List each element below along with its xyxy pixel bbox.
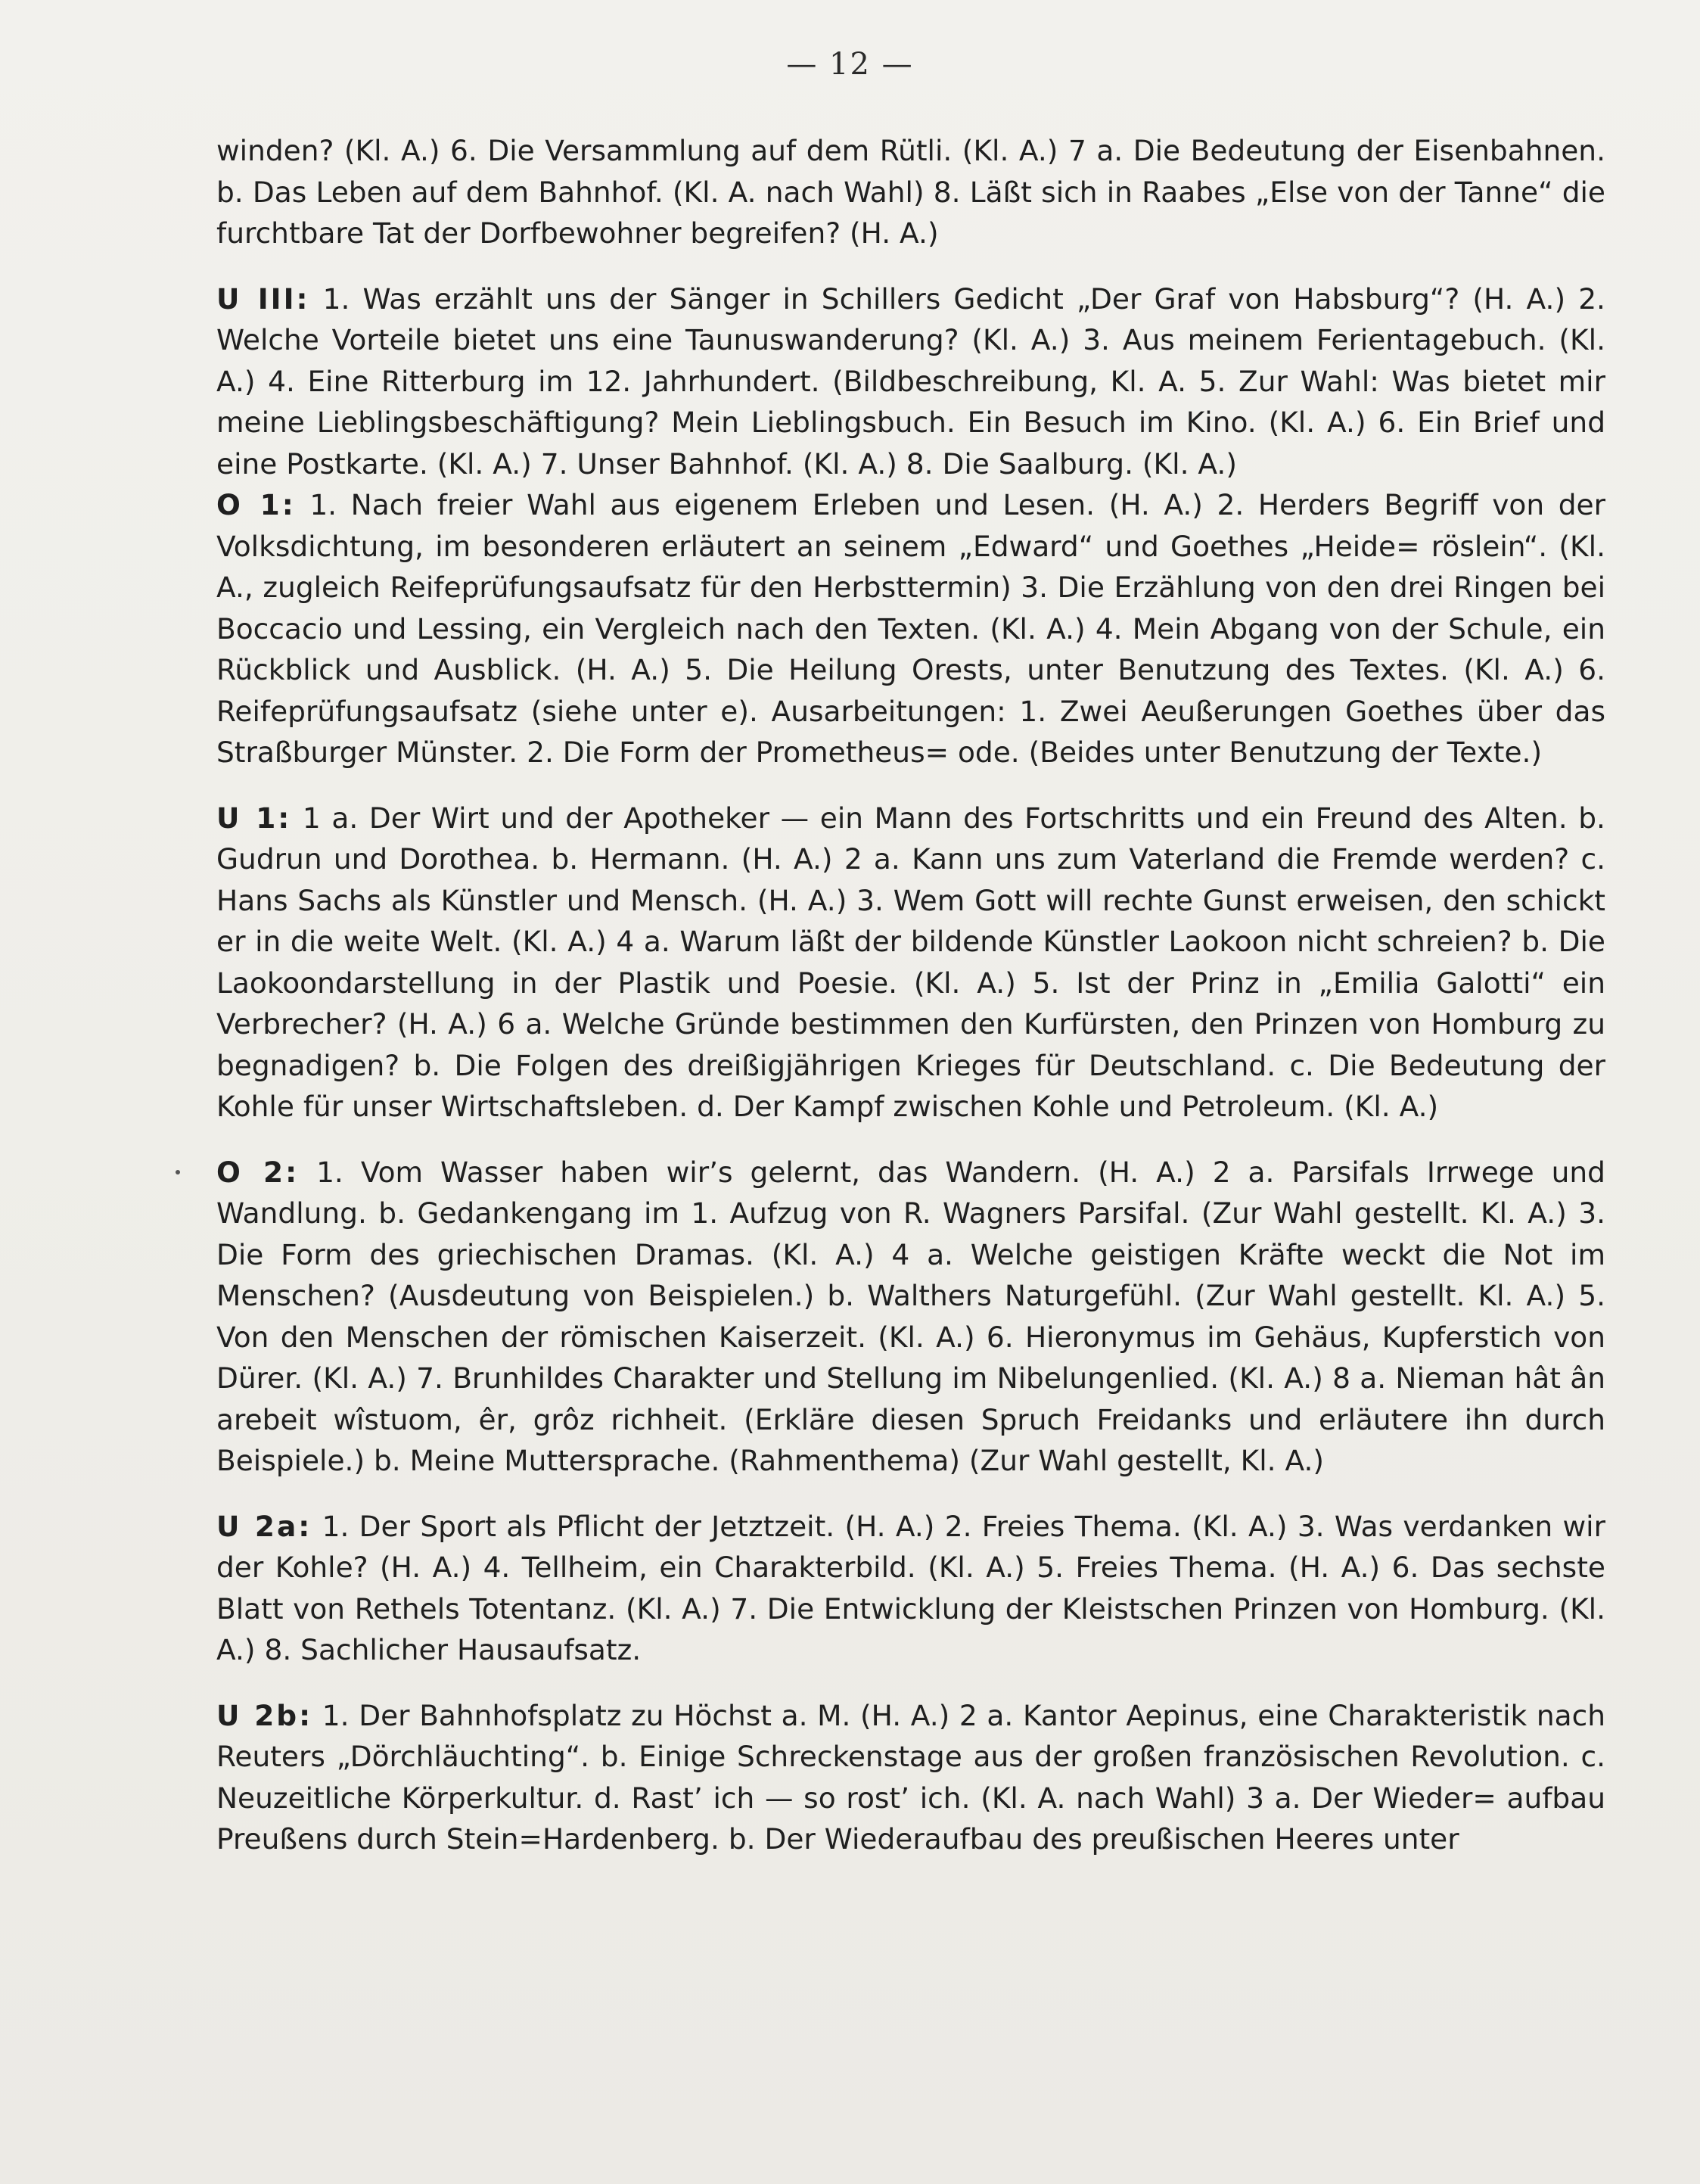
paragraph-o-2 [216,1152,1605,1482]
class-label: U 1: [216,801,292,835]
paragraph-u-1 [216,798,1605,1128]
class-label: O 2: [216,1155,300,1189]
paragraph-u-2a [216,1506,1605,1671]
paragraph-text: 1. Nach freier Wahl aus eigenem Erleben und Lesen. (H. A.) 2. Herders Begriff von der Volksdichtung, im besonderen erläutert an seinem „Edward“ und Goethes „Heide= röslein“. (Kl. A., zugleich Reifeprüfungsaufsatz für den Herbsttermin) 3. Die Erzählung von den drei Ringen bei Boccacio und Lessing, ein Vergleich nach den Texten. (Kl. A.) 4. Mein Abgang von der Schule, ein Rückblick und Ausblick. (H. A.) 5. Die Heilung Orests, unter Benutzung des Textes. (Kl. A.) 6. Reifeprüfungsaufsatz (siehe unter e). Ausarbeitungen: 1. Zwei Aeußerungen Goethes über das Straßburger Münster. 2. Die Form der Prometheus= ode. (Beides unter Benutzung der Texte.) [216,488,1606,769]
paragraph-continuation [216,130,1605,254]
class-label: O 1: [216,488,296,521]
page-number: — 12 — [786,47,914,82]
paragraph-text: 1. Der Sport als Pflicht der Jetztzeit. (H. A.) 2. Freies Thema. (Kl. A.) 3. Was verdanken wir der Kohle? (H. A.) 4. Tellheim, ein Charakterbild. (Kl. A.) 5. Freies Thema. (H. A.) 6. Das sechste Blatt von Rethels Totentanz. (Kl. A.) 7. Die Entwicklung der Kleistschen Prinzen von Homburg. (Kl. A.) 8. Sachlicher Hausaufsatz. [216,1509,1605,1666]
paragraph-o-1 [216,484,1605,773]
body-text [216,130,1605,1860]
paragraph-text: 1. Vom Wasser haben wir’s gelernt, das Wandern. (H. A.) 2 a. Parsifals Irrwege und Wandlung. b. Gedankengang im 1. Aufzug von R. Wagners Parsifal. (Zur Wahl gestellt. Kl. A.) 3. Die Form des griechischen Dramas. (Kl. A.) 4 a. Welche geistigen Kräfte weckt die Not im Menschen? (Ausdeutung von Beispielen.) b. Walthers Naturgefühl. (Zur Wahl gestellt. Kl. A.) 5. Von den Menschen der römischen Kaiserzeit. (Kl. A.) 6. Hieronymus im Gehäus, Kupferstich von Dürer. (Kl. A.) 7. Brunhildes Charakter und Stellung im Nibelungenlied. (Kl. A.) 8 a. Nieman hât ân arebeit wîstuom, êr, grôz richheit. (Erkläre diesen Spruch Freidanks und erläutere ihn durch Beispiele.) b. Meine Muttersprache. (Rahmenthema) (Zur Wahl gestellt, Kl. A.) [216,1155,1605,1477]
class-label: U 2b: [216,1698,313,1732]
paragraph-text: winden? (Kl. A.) 6. Die Versammlung auf dem Rütli. (Kl. A.) 7 a. Die Bedeutung der Eisenbahnen. b. Das Leben auf dem Bahnhof. (Kl. A. nach Wahl) 8. Läßt sich in Raabes „Else von der Tanne“ die furchtbare Tat der Dorfbewohner begreifen? (H. A.) [216,134,1605,250]
class-label: U 2a: [216,1509,312,1543]
paragraph-text: 1 a. Der Wirt und der Apotheker — ein Mann des Fortschritts und ein Freund des Alten. b. Gudrun und Dorothea. b. Hermann. (H. A.) 2 a. Kann uns zum Vaterland die Fremde werden? c. Hans Sachs als Künstler und Mensch. (H. A.) 3. Wem Gott will rechte Gunst erweisen, den schickt er in die weite Welt. (Kl. A.) 4 a. Warum läßt der bildende Künstler Laokoon nicht schreien? b. Die Laokoondarstellung in der Plastik und Poesie. (Kl. A.) 5. Ist der Prinz in „Emilia Galotti“ ein Verbrecher? (H. A.) 6 a. Welche Gründe bestimmen den Kurfürsten, den Prinzen von Homburg zu begnadigen? b. Die Folgen des dreißigjährigen Krieges für Deutschland. c. Die Bedeutung der Kohle für unser Wirtschaftsleben. d. Der Kampf zwischen Kohle und Petroleum. (Kl. A.) [216,801,1605,1123]
class-label: U III: [216,282,310,316]
paragraph-text: 1. Was erzählt uns der Sänger in Schillers Gedicht „Der Graf von Habsburg“? (H. A.) 2. Welche Vorteile bietet uns eine Taunuswanderung? (Kl. A.) 3. Aus meinem Ferientagebuch. (Kl. A.) 4. Eine Ritterburg im 12. Jahrhundert. (Bildbeschreibung, Kl. A. 5. Zur Wahl: Was bietet mir meine Lieblingsbeschäftigung? Mein Lieblingsbuch. Ein Besuch im Kino. (Kl. A.) 6. Ein Brief und eine Postkarte. (Kl. A.) 7. Unser Bahnhof. (Kl. A.) 8. Die Saalburg. (Kl. A.) [216,282,1605,481]
paragraph-u-iii [216,278,1605,485]
paragraph-u-2b [216,1695,1605,1860]
paragraph-text: 1. Der Bahnhofsplatz zu Höchst a. M. (H. A.) 2 a. Kantor Aepinus, eine Charakteristik nach Reuters „Dörchläuchting“. b. Einige Schreckenstage aus der großen französischen Revolution. c. Neuzeitliche Körperkultur. d. Rast’ ich — so rost’ ich. (Kl. A. nach Wahl) 3 a. Der Wieder= aufbau Preußens durch Stein=Hardenberg. b. Der Wiederaufbau des preußischen Heeres unter [216,1698,1605,1856]
margin-mark [176,1170,180,1174]
